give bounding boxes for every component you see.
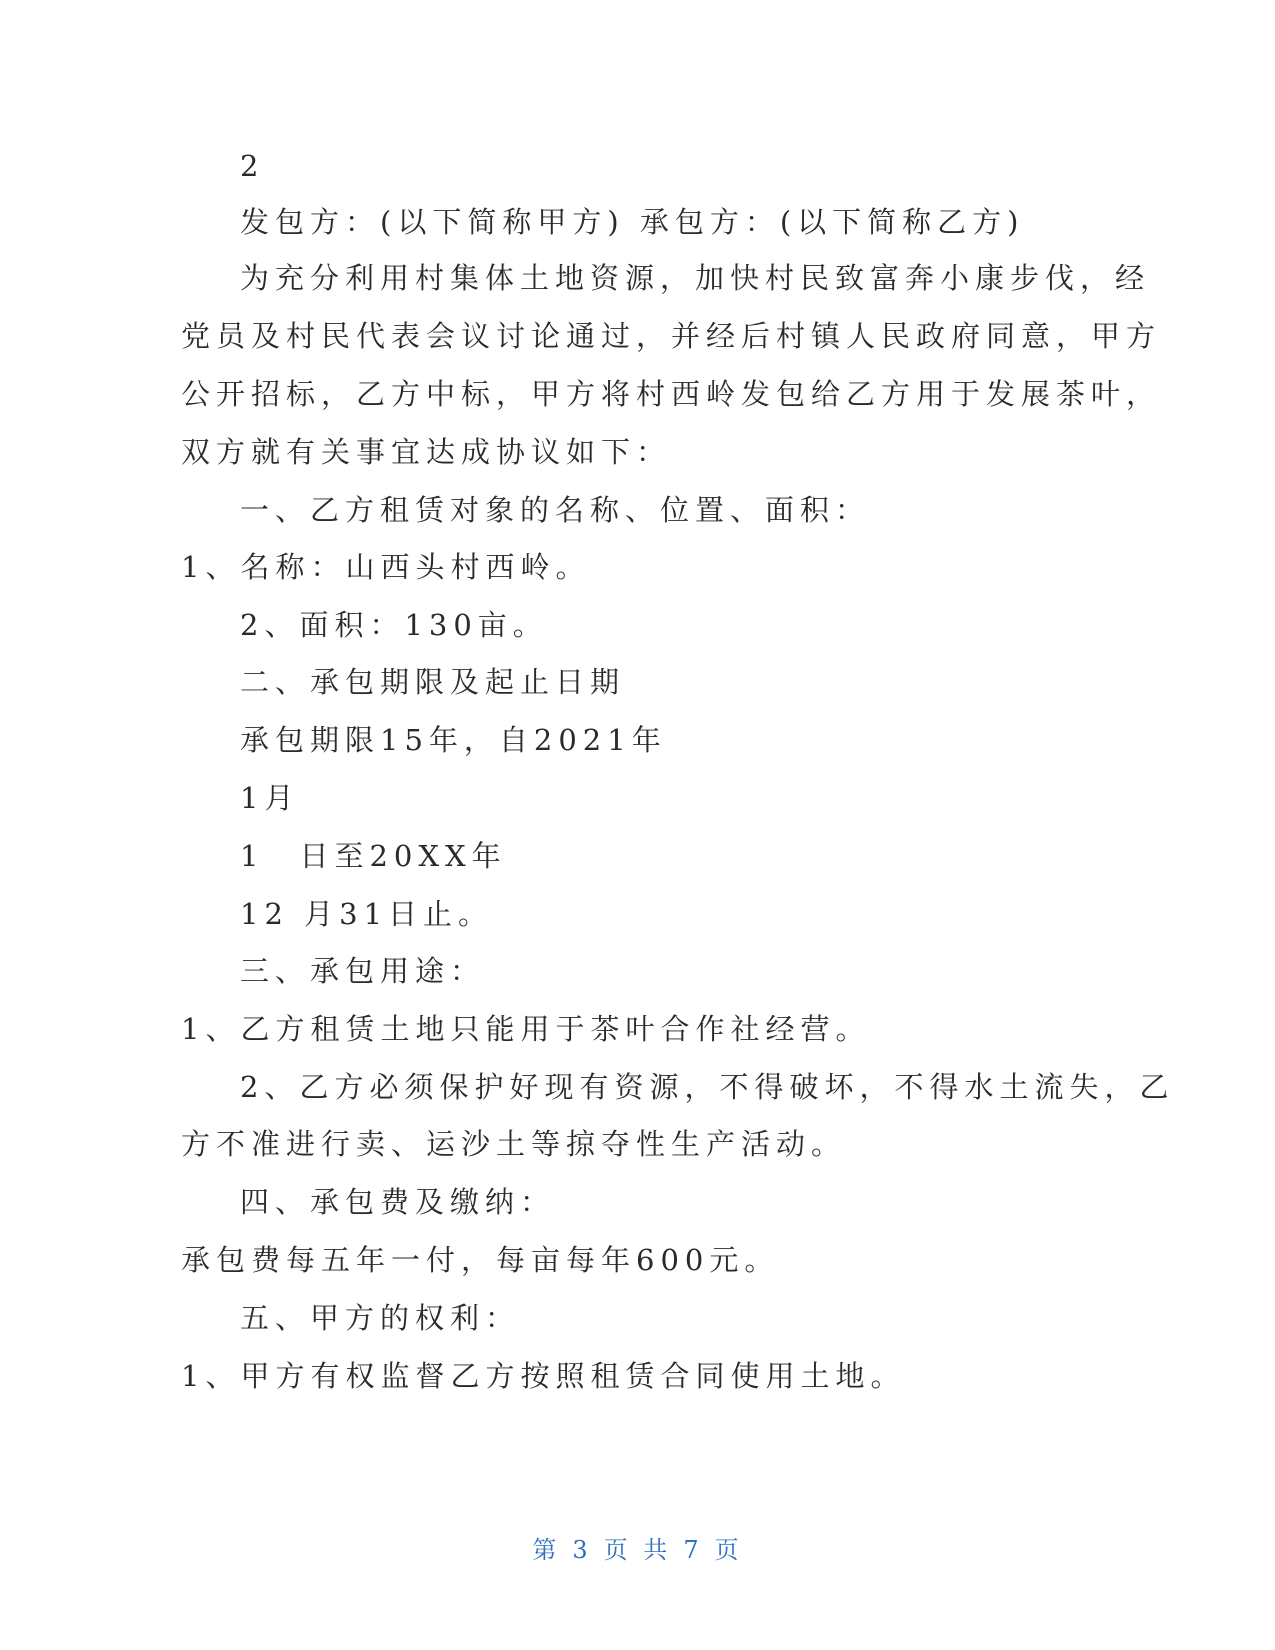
footer-middle: 页 共 — [603, 1536, 672, 1564]
text-line: 1、名称：山西头村西岭。 — [181, 550, 591, 584]
text-line: 一、乙方租赁对象的名称、位置、面积： — [240, 493, 871, 527]
total-pages-number: 7 — [683, 1536, 703, 1564]
text-line: 党员及村民代表会议讨论通过，并经后村镇人民政府同意，甲方 — [181, 319, 1162, 353]
text-line: 2、面积：130亩。 — [240, 608, 548, 642]
footer-prefix: 第 — [532, 1536, 561, 1564]
text-line: 二、承包期限及起止日期 — [240, 665, 626, 699]
text-line: 1、甲方有权监督乙方按照租赁合同使用土地。 — [181, 1359, 906, 1393]
text-line: 为充分利用村集体土地资源，加快村民致富奔小康步伐，经 — [240, 261, 1151, 295]
text-line: 12 月31日止。 — [240, 897, 494, 931]
text-line: 三、承包用途： — [240, 954, 486, 988]
text-line: 五、甲方的权利： — [240, 1301, 521, 1335]
text-line: 承包费每五年一付，每亩每年600元。 — [181, 1243, 780, 1277]
footer-suffix: 页 — [714, 1536, 743, 1564]
text-line: 双方就有关事宜达成协议如下： — [181, 435, 672, 469]
text-line: 公开招标，乙方中标，甲方将村西岭发包给乙方用于发展茶叶， — [181, 377, 1162, 411]
text-line: 1 日至20XX年 — [240, 839, 507, 873]
current-page-number: 3 — [572, 1536, 592, 1564]
text-line: 1、乙方租赁土地只能用于茶叶合作社经营。 — [181, 1012, 871, 1046]
text-line: 发包方：(以下简称甲方) 承包方：(以下简称乙方) — [240, 205, 1025, 239]
text-line: 2 — [240, 149, 265, 183]
text-line: 方不准进行卖、运沙土等掠夺性生产活动。 — [181, 1127, 847, 1161]
page-footer — [0, 1530, 1275, 1565]
text-line: 1月 — [240, 781, 300, 815]
text-line: 2、乙方必须保护好现有资源，不得破坏，不得水土流失，乙 — [240, 1070, 1175, 1104]
text-line: 承包期限15年，自2021年 — [240, 723, 667, 757]
text-line: 四、承包费及缴纳： — [240, 1185, 556, 1219]
